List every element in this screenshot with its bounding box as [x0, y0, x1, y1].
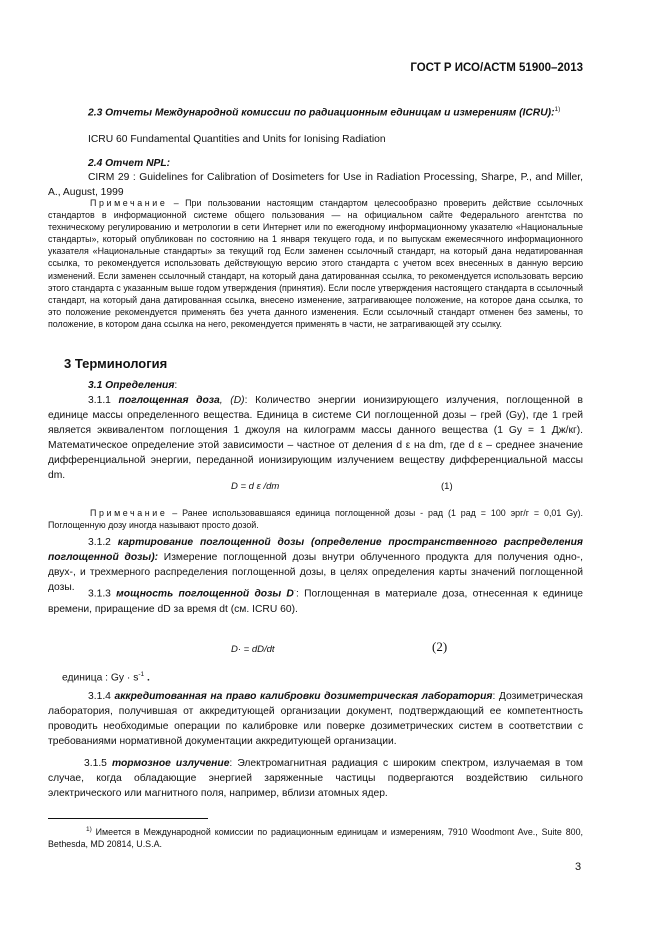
formula-1-number: (1) — [441, 481, 453, 492]
section-2-4-heading: 2.4 Отчет NPL: — [88, 158, 171, 169]
document-header: ГОСТ Р ИСО/АСТМ 51900–2013 — [410, 62, 583, 74]
definition-accredited-laboratory: 3.1.4 аккредитованная на право калибровки дозиметрическая лаборатория: Дозиметрическая лаборатория, получившая от аккредитующей организации документ, подтверждающий ее компетентность проводить необходимые операции по калибровке или поверке дозиметрических систем в соответствии с требованиями нормативной документации аккредитующей организации. — [48, 691, 583, 748]
definition-bremsstrahlung: 3.1.5 тормозное излучение: Электромагнитная радиация с широким спектром, излучаемая в том случае, когда обладающие энергией заряженные частицы подвергаются воздействию сильного электрического или магнитного поля, например, вблизи атомных ядер. — [48, 758, 584, 800]
page-number: 3 — [575, 861, 582, 873]
formula-1: D = d ε /dm — [231, 481, 280, 492]
formula-2: D· = dD/dt — [231, 644, 275, 655]
definition-absorbed-dose: 3.1.1 поглощенная доза, (D): Количество энергии ионизирующего излучения, поглощенной в единице массы определенного вещества. Единица в системе СИ поглощенной дозы – грей (Gy), где 1 грей является эквивалентом поглощения 1 джоуля на килограмм массы данного вещества (1 Gy = 1 Дж/кг). Математическое определение этой зависимости – частное от деления d ε на dm, где d ε – среднее значение дифференциальной энергии, переданной ионизирующим излучением веществу дифференциальной массы dm. — [48, 395, 583, 482]
npl-reference: CIRM 29 : Guidelines for Calibration of Dosimeters for Use in Radiation Processing, Sharpe, P., and Miller, A., August, 1999 — [48, 172, 583, 199]
note-references: Примечание – При пользовании настоящим стандартом целесообразно проверить действие ссылочных стандартов в информационной системе общего пользования — на официальном сайте Федерального агентства по техническому регулированию и метрологии в сети Интернет или по ежегодному информационному указателю «Национальные стандарты», который опубликован по состоянию на 1 января текущего года, и по выпускам ежемесячного информационного указателя «Национальные стандарты» за текущий год Если заменен ссылочный стандарт, на который дана недатированная ссылка, то рекомендуется использовать действующую версию этого стандарта с учетом всех внесенных в данную версию изменений. Если заменен ссылочный стандарт, на который дана датированная ссылка, то рекомендуется использовать версию этого стандарта с указанным выше годом утверждения (принятия). Если после утверждения настоящего стандарта в ссылочный стандарт, на который дана датированная ссылка, внесено изменение, затрагивающее положение, на которое дана ссылка, то это положение рекомендуется применять без учета данного изменения. Если ссылочный стандарт отменен без замены, то положение, в котором дана ссылка на него, рекомендуется применять в части, не затрагивающей эту ссылку. — [48, 198, 583, 329]
note-absorbed-dose: Примечание – Ранее использовавшаяся единица поглощенной дозы - рад (1 рад = 100 эрг/г = 0,01 Gy). Поглощенную дозу иногда называют просто дозой. — [48, 508, 583, 531]
section-3-1-heading: 3.1 Определения: — [88, 380, 178, 391]
definition-dose-rate: 3.1.3 мощность поглощенной дозы D·: Поглощенная в материале доза, отнесенная к единице времени, приращение dD за время dt (см. ICRU 60). — [48, 587, 583, 615]
section-3-title: 3 Терминология — [64, 356, 168, 371]
footnote: $^{1)}$ Имеется в Международной комиссии по радиационным единицам и измерениям, 7910 Woodmont Ave., Suite 800, Bethesda, MD 20814, U.S.A. — [48, 826, 583, 850]
icru-reference: ICRU 60 Fundamental Quantities and Units for Ionising Radiation — [88, 134, 386, 145]
formula-2-number: (2) — [432, 639, 448, 654]
section-2-3-heading: 2.3 Отчеты Международной комиссии по радиационным единицам и измерениям (ICRU):$^{1)}$ — [88, 106, 561, 119]
footnote-separator — [48, 818, 208, 819]
dose-rate-unit: единица : $Gy \cdot s^{-1}$ . — [62, 671, 150, 684]
definition-dose-mapping: 3.1.2 картирование поглощенной дозы (определение пространственного распределения поглощенной дозы): Измерение поглощенной дозы внутри облученного продукта для получения одно-, двух-, и трехмерного распределения поглощенной дозы, в целях определения карты значений поглощенной дозы. — [48, 537, 583, 594]
